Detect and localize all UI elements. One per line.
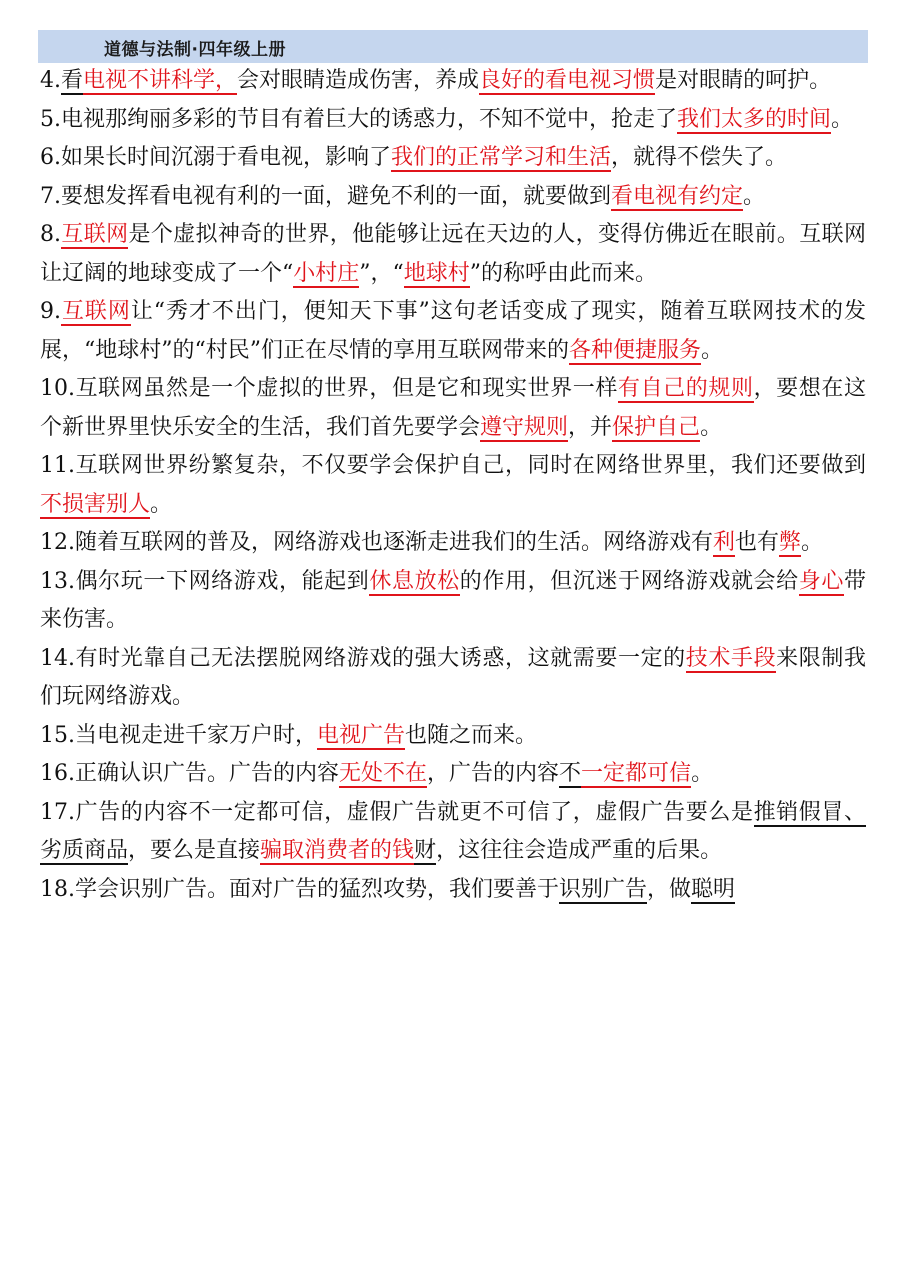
item-text: 18.学会识别广告。面对广告的猛烈攻势，我们要善于 bbox=[40, 876, 559, 902]
item-text: 10.互联网虽然是一个虚拟的世界，但是它和现实世界一样 bbox=[40, 376, 618, 401]
item-text: ，做 bbox=[647, 876, 692, 902]
answer-blank: 弊 bbox=[779, 530, 802, 555]
item-text: 17.广告的内容不一定都可信，虚假广告就更不可信了，虚假广告要么是 bbox=[40, 799, 754, 825]
answer-blank: 骗取消费者的钱 bbox=[260, 838, 415, 863]
answer-blank: 一定都可信 bbox=[581, 761, 692, 786]
item-5 bbox=[40, 101, 866, 140]
item-text: ，并 bbox=[568, 414, 613, 440]
answer-blank: 技术手段 bbox=[685, 645, 777, 671]
item-text: 会对眼睛造成伤害，养成 bbox=[237, 68, 480, 93]
item-number: 9. bbox=[40, 299, 61, 324]
item-7 bbox=[40, 178, 866, 217]
item-18 bbox=[40, 871, 866, 910]
underlined-text: 聪明 bbox=[691, 876, 736, 902]
underlined-text: 财 bbox=[414, 838, 437, 863]
item-text: 。 bbox=[831, 106, 854, 132]
item-text: 的作用，但沉迷于网络游戏就会给 bbox=[459, 568, 799, 594]
underlined-text: 不 bbox=[559, 761, 582, 786]
item-text: 16.正确认识广告。广告的内容 bbox=[40, 761, 339, 786]
item-text: 带来伤害。 bbox=[40, 568, 866, 632]
answer-blank: 有自己的规则 bbox=[617, 376, 754, 401]
item-text: 是对眼睛的呵护。 bbox=[655, 68, 832, 93]
answer-blank: 利 bbox=[713, 530, 736, 555]
item-8 bbox=[40, 216, 866, 293]
item-text: ，就得不偿失了。 bbox=[611, 145, 788, 170]
item-16 bbox=[40, 755, 866, 794]
item-text: 是个虚拟神奇的世界，他能够让远在天边的人，变得仿佛近在眼前。互联网让辽阔的地球变成了一个“ bbox=[40, 222, 866, 286]
answer-blank: 互联网 bbox=[61, 299, 131, 324]
item-text: 。 bbox=[801, 530, 824, 555]
page-header-band bbox=[38, 30, 868, 63]
item-text: 。 bbox=[743, 183, 766, 209]
item-text: ，广告的内容 bbox=[427, 761, 560, 786]
answer-blank: 我们太多的时间 bbox=[677, 106, 832, 132]
answer-blank: 我们的正常学习和生活 bbox=[391, 145, 612, 170]
item-9 bbox=[40, 293, 866, 370]
answer-blank: 各种便捷服务 bbox=[569, 337, 702, 363]
item-4 bbox=[40, 62, 866, 101]
page-header-title: 道德与法制·四年级上册 bbox=[104, 40, 286, 60]
item-10 bbox=[40, 370, 866, 447]
item-text: 12.随着互联网的普及，网络游戏也逐渐走进我们的生活。网络游戏有 bbox=[40, 530, 713, 555]
item-text: 6.如果长时间沉溺于看电视，影响了 bbox=[40, 145, 391, 170]
item-text: 14.有时光靠自己无法摆脱网络游戏的强大诱惑，这就需要一定的 bbox=[40, 645, 686, 671]
item-12 bbox=[40, 524, 866, 563]
item-text: ，这往往会造成严重的后果。 bbox=[436, 838, 723, 863]
answer-blank: 保护自己 bbox=[612, 414, 701, 440]
item-text: 也有 bbox=[735, 530, 780, 555]
item-text: 来限制我们玩网络游戏。 bbox=[40, 645, 866, 709]
answer-blank: 电视广告 bbox=[317, 722, 406, 748]
item-text: 也随之而来。 bbox=[405, 722, 538, 748]
answer-blank: 电视不讲科学， bbox=[83, 68, 238, 93]
answer-blank: 小村庄 bbox=[293, 260, 360, 286]
answer-blank: 良好的看电视习惯 bbox=[479, 68, 656, 93]
underlined-text: 识别广告 bbox=[559, 876, 648, 902]
item-14 bbox=[40, 640, 866, 717]
item-text: 13.偶尔玩一下网络游戏，能起到 bbox=[40, 568, 370, 594]
item-text: 。 bbox=[701, 337, 724, 363]
answer-blank: 无处不在 bbox=[339, 761, 428, 786]
answer-blank: 遵守规则 bbox=[480, 414, 569, 440]
item-text: 5.电视那绚丽多彩的节目有着巨大的诱惑力，不知不觉中，抢走了 bbox=[40, 106, 677, 132]
item-text: 。 bbox=[691, 761, 714, 786]
item-11 bbox=[40, 447, 866, 524]
item-15 bbox=[40, 717, 866, 756]
item-13 bbox=[40, 563, 866, 640]
answer-blank: 身心 bbox=[798, 568, 844, 594]
underlined-text: 推销假冒、劣质商品 bbox=[40, 799, 866, 863]
item-text: 15.当电视走进千家万户时， bbox=[40, 722, 317, 748]
item-number: 8. bbox=[40, 222, 61, 247]
item-text: 11.互联网世界纷繁复杂，不仅要学会保护自己，同时在网络世界里，我们还要做到 bbox=[40, 453, 866, 478]
item-text: 。 bbox=[150, 491, 173, 517]
underlined-text: 看 bbox=[61, 68, 84, 93]
item-number: 4. bbox=[40, 68, 61, 93]
item-text: ，要想在这个新世界里快乐安全的生活，我们首先要学会 bbox=[40, 376, 866, 440]
item-text: ”，“ bbox=[359, 260, 404, 286]
item-text: 让“秀才不出门，便知天下事”这句老话变成了现实，随着互联网技术的发展，“地球村”的“村民”们正在尽情的享用互联网带来的 bbox=[40, 299, 866, 363]
answer-blank: 看电视有约定 bbox=[611, 183, 744, 209]
answer-blank: 休息放松 bbox=[369, 568, 460, 594]
item-17 bbox=[40, 794, 866, 871]
answer-blank: 不损害别人 bbox=[40, 491, 151, 517]
document-body bbox=[40, 62, 866, 909]
answer-blank: 地球村 bbox=[403, 260, 470, 286]
item-text: 7.要想发挥看电视有利的一面，避免不利的一面，就要做到 bbox=[40, 183, 611, 209]
item-text: ，要么是直接 bbox=[128, 838, 261, 863]
item-text: ”的称呼由此而来。 bbox=[469, 260, 658, 286]
item-6 bbox=[40, 139, 866, 178]
answer-blank: 互联网 bbox=[61, 222, 129, 247]
item-text: 。 bbox=[700, 414, 723, 440]
